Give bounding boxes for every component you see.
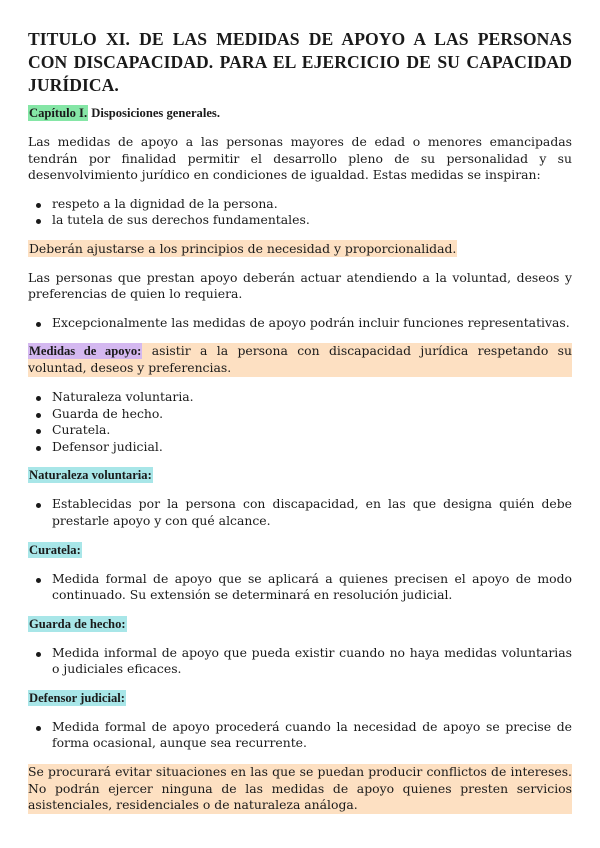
exceptional-list <box>28 315 572 332</box>
section-list-defensor <box>28 719 572 752</box>
list-item: Medida formal de apoyo que se aplicará a quienes precisen el apoyo de modo continuado. Su extensión se determinará en resolución judicial. <box>28 571 572 604</box>
adjust-highlight: Deberán ajustarse a los principios de necesidad y proporcionalidad. <box>29 240 457 256</box>
measure-types-list <box>28 389 572 455</box>
measures-text: asistir a la persona con discapacidad jurídica respetando su voluntad, deseos y preferencias. <box>28 343 572 376</box>
document-page <box>28 28 572 814</box>
section-heading-curatela: Curatela: <box>29 542 81 557</box>
list-item: Curatela. <box>28 422 572 439</box>
list-item: Medida informal de apoyo que pueda existir cuando no haya medidas voluntarias o judiciales eficaces. <box>28 645 572 678</box>
list-item: Guarda de hecho. <box>28 406 572 423</box>
section-heading-voluntaria: Naturaleza voluntaria: <box>29 468 152 483</box>
conflicts-paragraph: Se procurará evitar situaciones en las que se puedan producir conflictos de intereses. No podrán ejercer ninguna de las medidas de apoyo quienes presten servicios asistenciales, residenciales o de naturaleza análoga. <box>28 764 572 813</box>
list-item: Naturaleza voluntaria. <box>28 389 572 406</box>
chapter-text: Disposiciones generales. <box>88 106 220 120</box>
list-item: Defensor judicial. <box>28 439 572 456</box>
section-list-guarda <box>28 645 572 678</box>
list-item: respeto a la dignidad de la persona. <box>28 196 572 213</box>
list-item: la tutela de sus derechos fundamentales. <box>28 212 572 229</box>
list-item: Excepcionalmente las medidas de apoyo podrán incluir funciones representativas. <box>28 315 572 332</box>
list-item: Establecidas por la persona con discapacidad, en las que designa quién debe prestarle apoyo y con qué alcance. <box>28 496 572 529</box>
chapter-label: Capítulo I. <box>29 106 88 120</box>
section-list-voluntaria <box>28 496 572 529</box>
section-list-curatela <box>28 571 572 604</box>
intro-paragraph: Las medidas de apoyo a las personas mayores de edad o menores emancipadas tendrán por finalidad permitir el desarrollo pleno de su personalidad y su desenvolvimiento jurídico en condiciones de igualdad. Estas medidas se inspiran: <box>28 134 572 183</box>
section-heading-guarda: Guarda de hecho: <box>29 616 126 631</box>
chapter-heading <box>28 105 572 122</box>
section-heading-defensor: Defensor judicial: <box>29 690 125 705</box>
principles-list <box>28 196 572 229</box>
measures-paragraph <box>28 343 572 377</box>
measures-label: Medidas de apoyo: <box>29 344 142 359</box>
page-title: TITULO XI. DE LAS MEDIDAS DE APOYO A LAS PERSONAS CON DISCAPACIDAD. PARA EL EJERCICIO DE SU CAPACIDAD JURÍDICA. <box>28 29 572 95</box>
list-item: Medida formal de apoyo procederá cuando la necesidad de apoyo se precise de forma ocasional, aunque sea recurrente. <box>28 719 572 752</box>
adjust-paragraph <box>28 241 572 258</box>
supporters-paragraph: Las personas que prestan apoyo deberán actuar atendiendo a la voluntad, deseos y preferencias de quien lo requiera. <box>28 269 572 302</box>
